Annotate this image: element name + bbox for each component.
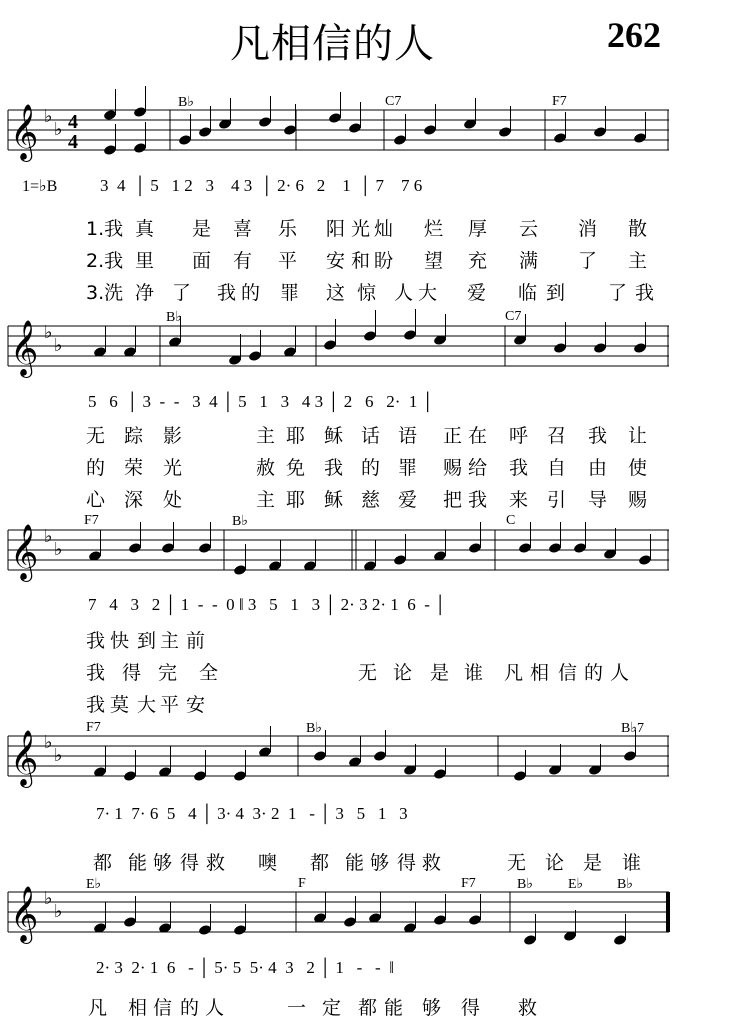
note-head [283,124,297,136]
lyric-syllable: 救 [422,852,442,874]
lyric-syllable: 喜 [233,218,253,240]
lyric-syllable: 相 [530,662,550,684]
note-head [573,542,587,554]
flat-icon: ♭ [44,732,53,753]
lyric-syllable: 够 [422,997,442,1019]
lyric-syllable: 在 [468,425,488,447]
lyric-syllable: 了 [578,250,598,272]
note-head [423,124,437,136]
note-head [178,134,192,146]
lyric-syllable: 我 [86,662,106,684]
note-head [613,934,627,946]
note-head [348,122,362,134]
note-head [161,542,175,554]
jianpu-line: 2· 3 2· 1 6 - │ 5· 5 5· 4 3 2 │ 1 - - ‖ [96,958,394,977]
lyric-syllable: 主 [160,630,180,652]
lyric-line-verse-3 [0,278,731,304]
lyric-syllable: 能 [128,852,148,874]
note-head [323,339,337,351]
lyric-syllable: 3.洗 [86,282,124,304]
lyric-syllable: 得 [122,662,142,684]
lyric-syllable: 耶 [286,425,306,447]
chord-symbol: C7 [385,94,402,109]
lyric-syllable: 平 [160,694,180,716]
lyric-syllable: 净 [135,282,155,304]
flat-icon: ♭ [54,745,63,766]
lyric-line-verse-3 [0,690,731,716]
lyric-syllable: 得 [180,852,200,874]
lyric-syllable: 救 [206,852,226,874]
lyric-syllable: 我 [86,694,106,716]
lyric-syllable: 人 [394,282,414,304]
lyric-syllable: 慈 [361,489,381,511]
note-head [638,554,652,566]
lyric-line-verse-2 [0,453,731,479]
note-head [373,750,387,762]
note-head [198,924,212,936]
note-head [553,342,567,354]
lyric-syllable: 深 [124,489,144,511]
lyric-syllable: 到 [546,282,566,304]
lyric-syllable: 论 [545,852,565,874]
lyric-syllable: 灿 [374,218,394,240]
lyric-syllable: 赐 [628,489,648,511]
flat-icon: ♭ [44,526,53,547]
lyric-syllable: 我 [588,425,608,447]
time-signature: 4 [68,131,78,153]
lyric-syllable: 处 [163,489,183,511]
lyric-syllable: 罪 [398,457,418,479]
lyric-syllable: 导 [588,489,608,511]
note-head [198,542,212,554]
lyric-syllable: 耶 [286,489,306,511]
lyric-syllable: 我 [86,630,106,652]
flat-icon: ♭ [44,888,53,909]
lyric-syllable: 云 [519,218,539,240]
chord-symbol: C7 [505,309,522,324]
treble-clef-icon: 𝄞 [10,524,39,580]
chord-symbol: B♭ [232,514,248,529]
note-head [233,770,247,782]
note-head [328,112,342,124]
lyric-syllable: 够 [370,852,390,874]
lyric-syllable: 话 [361,425,381,447]
lyric-syllable: 盼 [374,250,394,272]
chord-symbol: F7 [552,94,567,109]
note-head [468,542,482,554]
lyric-syllable: 我 [217,282,237,304]
lyric-syllable: 救 [518,997,538,1019]
lyric-syllable: 充 [468,250,488,272]
lyric-syllable: 临 [518,282,538,304]
lyric-syllable: 的 [361,457,381,479]
lyric-syllable: 心 [86,489,106,511]
note-head [393,554,407,566]
lyric-syllable: 由 [588,457,608,479]
chord-symbol: F7 [84,513,99,528]
jianpu-line: 5 6 │ 3 - - 3 4 │ 5 1 3 4 3 │ 2 6 2· 1 │ [88,392,434,411]
lyric-syllable: 人 [610,662,630,684]
lyric-syllable: 正 [443,425,463,447]
note-head [523,934,537,946]
lyric-syllable: 主 [628,250,648,272]
lyric-syllable: 光 [351,218,371,240]
lyric-syllable: 给 [468,457,488,479]
lyric-syllable: 无 [507,852,527,874]
note-head [123,770,137,782]
chord-symbol: C [506,513,516,528]
lyric-syllable: 都 [93,852,113,874]
lyric-syllable: 来 [509,489,529,511]
lyric-syllable: 阳 [326,218,346,240]
lyric-syllable: 语 [398,425,418,447]
note-head [248,350,262,362]
lyric-syllable: 是 [192,218,212,240]
lyric-syllable: 噢 [258,852,278,874]
lyric-syllable: 踪 [124,425,144,447]
note-head [553,132,567,144]
lyric-syllable: 都 [310,852,330,874]
lyric-syllable: 无 [86,425,106,447]
flat-icon: ♭ [54,119,63,140]
chord-symbol: F7 [461,876,476,891]
flat-icon: ♭ [44,106,53,127]
lyric-syllable: 望 [424,250,444,272]
note-head [633,132,647,144]
lyric-syllable: 人 [205,997,225,1019]
chord-symbol: F [298,876,306,891]
jianpu-line: 3 4 │ 5 1 2 3 4 3 │ 2· 6 2 1 │ 7 7 6 [100,176,423,195]
lyric-syllable: 论 [393,662,413,684]
treble-clef-icon: 𝄞 [10,730,39,786]
chord-symbol: B♭ [617,877,633,892]
lyric-syllable: 2.我 [86,250,124,272]
lyric-syllable: 赦 [256,457,276,479]
chord-symbol: B♭ [178,95,194,110]
hymn-number: 262 [607,15,661,55]
lyric-syllable: 影 [163,425,183,447]
lyric-syllable: 主 [256,425,276,447]
note-head [633,342,647,354]
lyric-syllable: 真 [135,218,155,240]
lyric-syllable: 平 [278,250,298,272]
lyric-syllable: 的 [86,457,106,479]
note-head [193,770,207,782]
lyric-syllable: 安 [186,694,206,716]
lyric-syllable: 全 [199,662,219,684]
lyric-syllable: 到 [137,630,157,652]
note-head [123,916,137,928]
lyric-line-verse-2 [0,658,731,684]
lyric-syllable: 的 [180,997,200,1019]
note-head [233,564,247,576]
lyric-syllable: 爱 [398,489,418,511]
lyric-syllable: 是 [430,662,450,684]
note-head [593,342,607,354]
note-head [513,770,527,782]
lyric-syllable: 够 [153,852,173,874]
lyric-syllable: 凡 [504,662,524,684]
flat-icon: ♭ [54,335,63,356]
lyric-syllable: 引 [547,489,567,511]
lyric-syllable: 稣 [324,489,344,511]
chord-symbol: B♭7 [621,721,644,736]
note-head [548,542,562,554]
lyric-syllable: 散 [628,218,648,240]
note-head [103,144,117,156]
jianpu-line: 7· 1 7· 6 5 4 │ 3· 4 3· 2 1 - │ 3 5 1 3 [96,804,408,823]
key-signature: 1=♭B [22,178,58,195]
lyric-syllable: 无 [358,662,378,684]
lyric-syllable: 我 [468,489,488,511]
lyric-syllable: 我 [324,457,344,479]
lyric-syllable: 都 [358,997,378,1019]
note-head [363,330,377,342]
lyric-syllable: 光 [163,457,183,479]
lyric-syllable: 定 [322,997,342,1019]
lyric-syllable: 免 [286,457,306,479]
treble-clef-icon: 𝄞 [10,320,39,376]
note-head [233,924,247,936]
note-head [623,750,637,762]
lyric-syllable: 大 [418,282,438,304]
lyric-syllable: 信 [558,662,578,684]
chord-symbol: F7 [86,720,101,735]
lyric-syllable: 赐 [443,457,463,479]
chord-symbol: B♭ [306,721,322,736]
treble-clef-icon: 𝄞 [10,104,39,160]
note-head [498,126,512,138]
lyric-syllable: 完 [158,662,178,684]
flat-icon: ♭ [54,901,63,922]
note-head [258,116,272,128]
lyric-syllable: 1.我 [86,218,124,240]
chord-symbol: B♭ [517,877,533,892]
note-head [468,914,482,926]
lyric-syllable: 烂 [424,218,444,240]
lyric-syllable: 呼 [509,425,529,447]
note-head [593,126,607,138]
note-head [198,126,212,138]
lyric-syllable: 莫 [110,694,130,716]
lyric-syllable: 有 [233,250,253,272]
lyric-syllable: 消 [578,218,598,240]
lyric-syllable: 自 [547,457,567,479]
lyric-syllable: 里 [135,250,155,272]
lyric-line-verse-1 [0,421,731,447]
lyric-syllable: 相 [128,997,148,1019]
chord-symbol: B♭ [166,310,182,325]
lyric-syllable: 我 [509,457,529,479]
lyric-syllable: 我 [635,282,655,304]
lyric-syllable: 大 [137,694,157,716]
lyric-syllable: 信 [153,997,173,1019]
note-head [518,542,532,554]
note-head [313,750,327,762]
note-head [133,106,147,118]
note-head [393,134,407,146]
lyric-syllable: 面 [192,250,212,272]
note-head [433,914,447,926]
lyric-syllable: 把 [443,489,463,511]
lyric-syllable: 爱 [467,282,487,304]
lyric-syllable: 能 [384,997,404,1019]
note-head [433,768,447,780]
note-head [103,109,117,121]
lyric-line-verse-1 [0,626,731,652]
lyric-line-verse-2 [0,246,731,272]
lyric-syllable: 谁 [464,662,484,684]
lyric-syllable: 得 [397,852,417,874]
lyric-syllable: 了 [608,282,628,304]
lyric-line-verse-1 [0,214,731,240]
lyric-syllable: 快 [110,630,130,652]
flat-icon: ♭ [54,539,63,560]
lyric-syllable: 厚 [468,218,488,240]
treble-clef-icon: 𝄞 [10,886,39,942]
note-head [403,329,417,341]
lyric-syllable: 惊 [357,282,377,304]
time-signature: 4 [68,111,78,133]
flat-icon: ♭ [44,322,53,343]
lyric-syllable: 前 [186,630,206,652]
note-head [343,916,357,928]
lyric-syllable: 使 [628,457,648,479]
lyric-syllable: 一 [287,997,307,1019]
lyric-syllable: 的 [584,662,604,684]
lyric-syllable: 和 [351,250,371,272]
lyric-syllable: 罪 [280,282,300,304]
lyric-syllable: 满 [519,250,539,272]
note-head [128,542,142,554]
lyric-syllable: 安 [326,250,346,272]
lyric-line-chorus-1 [0,848,731,874]
lyric-syllable: 得 [461,997,481,1019]
lyric-syllable: 的 [241,282,261,304]
lyric-syllable: 了 [172,282,192,304]
jianpu-line: 7 4 3 2 │ 1 - - 0 ‖ 3 5 1 3 │ 2· 3 2· 1 6 - │ [88,595,447,614]
hymn-title: 凡相信的人 [230,21,435,67]
lyric-syllable: 主 [256,489,276,511]
chord-symbol: E♭ [568,877,584,892]
note-head [133,142,147,154]
lyric-syllable: 荣 [124,457,144,479]
lyric-syllable: 凡 [88,997,108,1019]
chord-symbol: E♭ [86,877,102,892]
lyric-syllable: 乐 [278,218,298,240]
lyric-syllable: 能 [345,852,365,874]
lyric-syllable: 谁 [622,852,642,874]
lyric-syllable: 召 [547,425,567,447]
lyric-syllable: 稣 [324,425,344,447]
lyric-line-chorus-2 [0,993,731,1019]
lyric-syllable: 这 [326,282,346,304]
lyric-syllable: 是 [583,852,603,874]
lyric-line-verse-3 [0,485,731,511]
lyric-syllable: 让 [628,425,648,447]
